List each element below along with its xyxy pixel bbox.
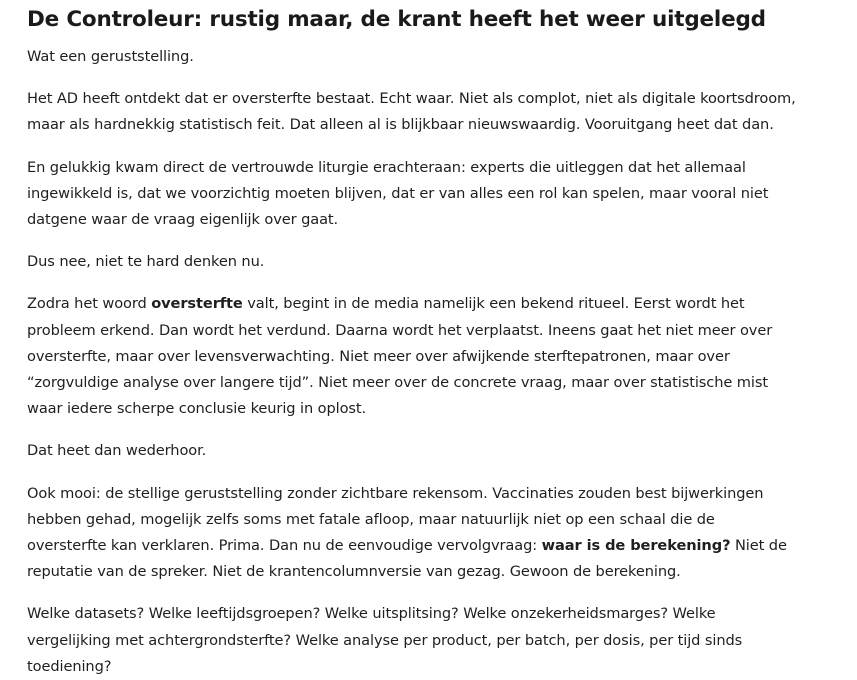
paragraph-8: Welke datasets? Welke leeftijdsgroepen? Welke uitsplitsing? Welke onzekerheidsmarges? Welke vergelijking met achtergrondsterfte? Welke analyse per product, per batch, per dosis, per tijd sinds toediening? (27, 605, 743, 675)
paragraph-6: Dat heet dan wederhoor. (27, 442, 207, 460)
paragraph-7-bold-question: waar is de berekening? (541, 537, 731, 555)
paragraph-5 (27, 291, 797, 422)
paragraph-7-text-start: Ook mooi: de stellige geruststelling zonder zichtbare rekensom. Vaccinaties zouden best bijwerkingen hebben gehad, mogelijk zelfs soms met fatale afloop, maar natuurlijk niet op een schaal die de oversterfte kan verklaren. Prima. Dan nu de eenvoudige vervolgvraag: (27, 484, 764, 555)
paragraph-1: Wat een geruststelling. (27, 48, 194, 65)
paragraph-5-text-end: valt, begint in de media namelijk een bekend ritueel. Eerst wordt het probleem erkend. Dan wordt het verdund. Daarna wordt het verplaatst. Ineens gaat het niet meer over oversterfte, maar over levensverwachting. Niet meer over afwijkende sterftepatronen, maar over “zorgvuldige analyse over langere tijd”. Niet meer over de concrete vraag, maar over statistische mist waar iedere scherpe conclusie keurig in oplost. (27, 295, 773, 418)
paragraph-7 (27, 481, 797, 586)
paragraph-7-text-end: Niet de reputatie van de spreker. Niet de krantencolumnversie van gezag. Gewoon de berekening. (27, 537, 787, 581)
paragraph-3: En gelukkig kwam direct de vertrouwde liturgie erachteraan: experts die uitleggen dat het allemaal ingewikkeld is, dat we voorzichtig moeten blijven, dat er van alles een rol kan spelen, maar vooral niet datgene waar de vraag eigenlijk over gaat. (27, 158, 769, 229)
paragraph-2: Het AD heeft ontdekt dat er oversterfte bestaat. Echt waar. Niet als complot, niet als digitale koortsdroom, maar als hardnekkig statistisch feit. Dat alleen al is blijkbaar nieuwswaardig. Vooruitgang heet dat dan. (27, 90, 796, 134)
paragraph-5-bold-term: oversterfte (151, 295, 243, 313)
paragraph-5-text-start: Zodra het woord (27, 295, 152, 313)
article-title: De Controleur: rustig maar, de krant heeft het weer uitgelegd (27, 7, 766, 32)
paragraph-4: Dus nee, niet te hard denken nu. (27, 253, 265, 271)
